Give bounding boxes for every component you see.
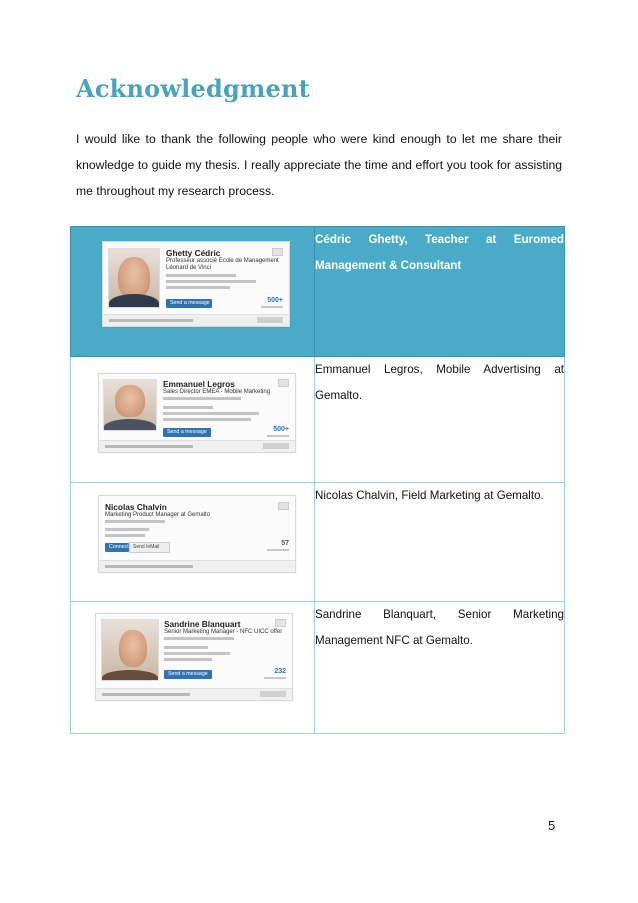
profile-name: Emmanuel Legros (163, 379, 235, 389)
person-caption: Nicolas Chalvin, Field Marketing at Gemalto. (315, 489, 544, 502)
profile-image-cell (71, 483, 315, 602)
profile-card (98, 495, 296, 573)
person-caption-cell (315, 227, 565, 357)
send-message-button[interactable]: Send a message (166, 299, 212, 308)
profile-photo (108, 248, 160, 308)
connections-count: 500+ (273, 426, 289, 433)
person-caption-end: Management & Consultant (315, 259, 462, 272)
profile-card (98, 373, 296, 453)
send-message-button[interactable]: Send a message (163, 428, 211, 437)
profile-role: Sales Director EMEA - Mobile Marketing (163, 389, 271, 395)
profile-role: Marketing Product Manager at Gemalto (105, 512, 211, 518)
person-caption: Sandrine Blanquart, Senior Marketing (315, 608, 564, 621)
connections-count: 57 (281, 540, 289, 547)
table-row (71, 357, 565, 483)
profile-image-cell (71, 227, 315, 357)
connections-count: 232 (274, 668, 286, 675)
profile-name: Nicolas Chalvin (105, 502, 167, 512)
profile-image-cell (71, 357, 315, 483)
send-inmail-button[interactable]: Send InMail (129, 542, 170, 553)
person-caption-cell (315, 483, 565, 602)
profile-card (95, 613, 293, 701)
profile-name: Sandrine Blanquart (164, 619, 241, 629)
person-caption-end: Management NFC at Gemalto. (315, 634, 473, 647)
profile-image-cell (71, 602, 315, 734)
profile-role: Senior Marketing Manager - NFC UICC offer (164, 629, 283, 635)
profile-photo (101, 619, 159, 681)
table-row (71, 483, 565, 602)
profile-name: Ghetty Cédric (166, 248, 221, 258)
page-number: 5 (548, 818, 556, 833)
person-caption-cell (315, 357, 565, 483)
person-caption-end: Gemalto. (315, 389, 363, 402)
profile-photo (103, 379, 157, 431)
profile-role: Professeur associé Ecole de Management Léonard de Vinci (166, 258, 279, 271)
table-row (71, 602, 565, 734)
people-table (70, 226, 565, 734)
person-caption: Cédric Ghetty, Teacher at Euromed (315, 233, 564, 246)
person-caption: Emmanuel Legros, Mobile Advertising at (315, 363, 564, 376)
page-title: Acknowledgment (76, 74, 310, 103)
person-caption-cell (315, 602, 565, 734)
profile-card (102, 241, 290, 327)
connect-button[interactable]: Connect (105, 543, 129, 552)
intro-paragraph: I would like to thank the following people who were kind enough to let me share their knowledge to guide my thesis. I really appreciate the time and effort you took for assisting me throughout my research process. (76, 132, 562, 198)
table-row (71, 227, 565, 357)
send-message-button[interactable]: Send a message (164, 670, 212, 679)
connections-count: 500+ (267, 297, 283, 304)
